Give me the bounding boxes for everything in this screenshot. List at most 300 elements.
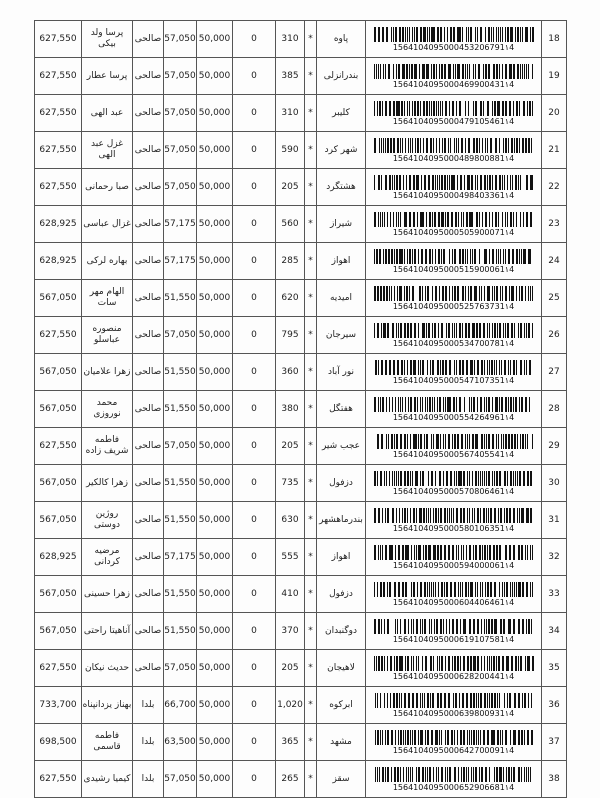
barcode-bar <box>387 508 389 523</box>
barcode-bar <box>506 582 508 597</box>
barcode-bar <box>374 27 376 42</box>
base-fee-cell: 50,000 <box>197 317 233 354</box>
barcode-bar <box>406 545 407 560</box>
barcode-bar <box>390 212 391 227</box>
barcode-bar <box>416 767 417 782</box>
barcode-bar <box>393 27 394 42</box>
barcode-bar <box>459 397 460 412</box>
recipient-name-cell: آناهیتا راحتی <box>82 613 133 650</box>
subtotal-cell: 57,175 <box>164 539 197 576</box>
barcode-bar <box>516 286 517 301</box>
barcode-cell <box>366 206 542 243</box>
barcode-bar <box>380 471 382 486</box>
extra-fee-cell: 0 <box>233 576 276 613</box>
barcode-bar <box>465 101 466 116</box>
barcode-bar <box>382 508 383 523</box>
barcode-bar <box>404 323 406 338</box>
barcode-bar <box>486 619 487 634</box>
sender-cell: صالحی <box>133 391 164 428</box>
barcode-bar <box>422 323 423 338</box>
barcode-bar <box>488 397 490 412</box>
weight-cell: 205 <box>276 650 305 687</box>
row-index-cell: 34 <box>542 613 567 650</box>
barcode-bar <box>438 323 439 338</box>
barcode-bar <box>461 138 463 153</box>
recipient-name-cell: حدیث نیکان <box>82 650 133 687</box>
destination-city-cell: کلیبر <box>317 95 366 132</box>
barcode-bar <box>487 545 488 560</box>
barcode-bar <box>495 619 496 634</box>
recipient-name-cell: زهرا علامیان <box>82 354 133 391</box>
barcode-bar <box>530 286 531 301</box>
barcode-bar <box>384 212 385 227</box>
barcode-bar <box>475 582 476 597</box>
barcode-bar <box>441 323 443 338</box>
mark-cell: * <box>305 280 317 317</box>
barcode-bar <box>491 730 492 745</box>
barcode-bar <box>442 212 444 227</box>
barcode-bar <box>421 212 422 227</box>
barcode-bar <box>382 101 383 116</box>
barcode-bar <box>397 101 398 116</box>
barcode-bar <box>395 27 396 42</box>
base-fee-cell: 50,000 <box>197 95 233 132</box>
barcode-bar <box>454 249 455 264</box>
barcode-bar <box>469 471 470 486</box>
extra-fee-cell: 0 <box>233 613 276 650</box>
barcode-bar <box>380 730 381 745</box>
barcode-bar <box>378 619 380 634</box>
mark-cell: * <box>305 21 317 58</box>
barcode-bar <box>523 101 525 116</box>
barcode-bar <box>486 397 487 412</box>
barcode-bar <box>456 323 457 338</box>
barcode-bar <box>496 471 498 486</box>
tracking-number: 1564104095000547107351١4 <box>392 375 515 385</box>
barcode-bar <box>456 508 457 523</box>
amount-cell: 627,550 <box>35 761 82 798</box>
barcode-bar <box>375 212 376 227</box>
barcode-bar <box>451 175 452 190</box>
barcode-bar <box>414 323 416 338</box>
barcode-bar <box>436 101 437 116</box>
barcode-bar <box>448 545 450 560</box>
barcode-bar <box>494 286 495 301</box>
barcode-bar <box>471 175 473 190</box>
barcode-bar <box>418 545 419 560</box>
barcode-bar <box>380 545 381 560</box>
barcode-bar <box>492 323 493 338</box>
barcode-bar <box>509 693 511 708</box>
table-row <box>35 650 567 687</box>
barcode-bar <box>445 360 447 375</box>
barcode-bar <box>403 767 404 782</box>
barcode-bar <box>398 397 399 412</box>
barcode-bar <box>394 249 395 264</box>
barcode-bar <box>429 582 430 597</box>
barcode-bar <box>448 693 450 708</box>
barcode-bar <box>457 27 458 42</box>
barcode-bar <box>414 360 416 375</box>
barcode-bar <box>469 397 470 412</box>
barcode-bar <box>377 434 379 449</box>
barcode-bar <box>470 582 471 597</box>
barcode-bar <box>449 101 450 116</box>
barcode-bar <box>415 434 416 449</box>
barcode-bar <box>450 582 452 597</box>
barcode-bar <box>473 693 475 708</box>
sender-cell: صالحی <box>133 169 164 206</box>
barcode-bar <box>509 434 510 449</box>
barcode-bar <box>503 619 505 634</box>
barcode-bar <box>427 730 428 745</box>
barcode-bar <box>403 582 404 597</box>
mark-cell: * <box>305 650 317 687</box>
mark-cell: * <box>305 502 317 539</box>
barcode-bar <box>424 619 425 634</box>
barcode-bar <box>467 508 468 523</box>
barcode-bar <box>412 730 413 745</box>
table-row <box>35 724 567 761</box>
barcode-bar <box>436 508 437 523</box>
barcode-bar <box>376 249 378 264</box>
barcode-bar <box>530 545 531 560</box>
barcode-bar <box>406 286 408 301</box>
amount-cell: 567,050 <box>35 354 82 391</box>
sender-cell: صالحی <box>133 576 164 613</box>
row-index-cell: 33 <box>542 576 567 613</box>
amount-cell: 628,925 <box>35 539 82 576</box>
barcode-bar <box>510 471 511 486</box>
mark-cell: * <box>305 613 317 650</box>
barcode-bar <box>456 471 457 486</box>
barcode-bar <box>466 582 467 597</box>
barcode-bar <box>470 360 471 375</box>
barcode-bar <box>521 286 523 301</box>
barcode-bar <box>390 656 392 671</box>
barcode-bar <box>524 64 525 79</box>
barcode-bar <box>488 27 490 42</box>
row-index-cell: 32 <box>542 539 567 576</box>
barcode-bar <box>528 64 529 79</box>
recipient-name-cell: مرضیه کردانی <box>82 539 133 576</box>
barcode-bar <box>397 767 399 782</box>
destination-city-cell: شهر کرد <box>317 132 366 169</box>
barcode-bar <box>416 27 418 42</box>
row-index-cell: 29 <box>542 428 567 465</box>
barcode-bar <box>496 545 498 560</box>
barcode-bar <box>427 27 428 42</box>
barcode-bar <box>493 730 495 745</box>
barcode-bar <box>393 693 395 708</box>
barcode-bar <box>391 286 392 301</box>
barcode-bar <box>425 249 427 264</box>
barcode-bar <box>412 286 414 301</box>
mark-cell: * <box>305 761 317 798</box>
row-index-cell: 19 <box>542 58 567 95</box>
barcode-bar <box>503 138 504 153</box>
barcode-bar <box>474 286 475 301</box>
barcode-bar <box>462 27 463 42</box>
barcode-bar <box>458 767 459 782</box>
barcode-bar <box>391 434 392 449</box>
barcode-bar <box>494 693 496 708</box>
barcode-bar <box>522 138 524 153</box>
barcode-bar <box>528 323 530 338</box>
barcode-bar <box>416 434 417 449</box>
sender-cell: صالحی <box>133 650 164 687</box>
barcode-bar <box>452 656 453 671</box>
barcode-bar <box>389 175 391 190</box>
barcode-bar <box>416 508 417 523</box>
subtotal-cell: 51,550 <box>164 391 197 428</box>
destination-city-cell: هفتگل <box>317 391 366 428</box>
barcode-bar <box>476 212 478 227</box>
amount-cell: 567,050 <box>35 391 82 428</box>
barcode-bar <box>456 101 457 116</box>
barcode-bar <box>437 27 439 42</box>
barcode-bar <box>502 64 503 79</box>
barcode-bar <box>396 693 398 708</box>
barcode-graphic <box>373 730 535 745</box>
barcode-bar <box>525 434 526 449</box>
barcode-bar <box>408 138 409 153</box>
barcode-bar <box>426 323 427 338</box>
table-row <box>35 206 567 243</box>
barcode-bar <box>399 249 400 264</box>
subtotal-cell: 57,050 <box>164 317 197 354</box>
barcode-bar <box>467 175 468 190</box>
barcode-bar <box>500 730 501 745</box>
barcode-bar <box>494 582 496 597</box>
barcode-bar <box>375 360 377 375</box>
barcode-bar <box>420 138 421 153</box>
barcode-bar <box>385 138 386 153</box>
barcode-bar <box>481 360 483 375</box>
row-index-cell: 36 <box>542 687 567 724</box>
barcode-bar <box>422 397 423 412</box>
row-index-cell: 37 <box>542 724 567 761</box>
destination-city-cell: نور آباد <box>317 354 366 391</box>
barcode-bar <box>489 360 490 375</box>
barcode-bar <box>458 545 459 560</box>
barcode-bar <box>439 138 440 153</box>
barcode-bar <box>472 471 473 486</box>
barcode-bar <box>448 138 449 153</box>
barcode-bar <box>435 508 436 523</box>
barcode-graphic <box>373 619 535 634</box>
barcode-bar <box>388 64 390 79</box>
barcode-bar <box>391 249 393 264</box>
amount-cell: 567,050 <box>35 280 82 317</box>
barcode-bar <box>450 27 452 42</box>
barcode-bar <box>471 360 473 375</box>
barcode-bar <box>381 360 383 375</box>
barcode-bar <box>397 249 398 264</box>
barcode-bar <box>379 101 380 116</box>
barcode-bar <box>487 286 488 301</box>
barcode-bar <box>511 471 512 486</box>
barcode-bar <box>492 286 493 301</box>
barcode-bar <box>527 471 529 486</box>
barcode-bar <box>410 730 411 745</box>
barcode-bar <box>415 138 416 153</box>
barcode-bar <box>439 656 440 671</box>
barcode-bar <box>504 508 505 523</box>
barcode-bar <box>431 471 433 486</box>
barcode-bar <box>506 397 507 412</box>
barcode-bar <box>512 582 513 597</box>
barcode-bar <box>445 730 446 745</box>
barcode-bar <box>470 27 472 42</box>
barcode-bar <box>431 27 432 42</box>
barcode-bar <box>410 434 411 449</box>
barcode-bar <box>410 471 411 486</box>
barcode-bar <box>436 138 437 153</box>
tracking-number: 1564104095000642700091١4 <box>392 745 515 755</box>
barcode-bar <box>384 323 385 338</box>
barcode-bar <box>520 175 521 190</box>
barcode-bar <box>454 582 456 597</box>
barcode-bar <box>499 471 501 486</box>
table-row <box>35 354 567 391</box>
barcode-bar <box>395 767 396 782</box>
barcode-bar <box>389 101 390 116</box>
weight-cell: 380 <box>276 391 305 428</box>
barcode-bar <box>514 323 515 338</box>
barcode-bar <box>480 27 482 42</box>
barcode-bar <box>524 767 525 782</box>
recipient-name-cell: غزل عبد الهی <box>82 132 133 169</box>
barcode-bar <box>414 730 416 745</box>
barcode-bar <box>447 27 448 42</box>
barcode-bar <box>384 693 385 708</box>
barcode-bar <box>394 286 395 301</box>
barcode-bar <box>456 619 458 634</box>
amount-cell: 698,500 <box>35 724 82 761</box>
recipient-name-cell: فاطمه قاسمی <box>82 724 133 761</box>
barcode-bar <box>387 656 388 671</box>
barcode-bar <box>428 471 429 486</box>
weight-cell: 795 <box>276 317 305 354</box>
recipient-name-cell: فاطمه شریف زاده <box>82 428 133 465</box>
barcode-bar <box>463 471 465 486</box>
barcode-bar <box>492 730 493 745</box>
barcode-bar <box>460 730 461 745</box>
barcode-bar <box>496 249 497 264</box>
barcode-bar <box>454 286 456 301</box>
tracking-number: 1564104095000479105461١4 <box>392 116 515 126</box>
barcode-bar <box>467 434 468 449</box>
barcode-bar <box>532 27 534 42</box>
barcode-bar <box>506 767 507 782</box>
barcode-bar <box>459 101 461 116</box>
barcode-bar <box>385 64 386 79</box>
barcode-bar <box>488 508 489 523</box>
barcode-bar <box>398 730 399 745</box>
barcode-bar <box>396 249 397 264</box>
barcode-bar <box>519 582 520 597</box>
barcode-bar <box>381 323 382 338</box>
barcode-bar <box>507 27 509 42</box>
barcode-bar <box>448 434 450 449</box>
barcode-graphic <box>373 471 535 486</box>
barcode-bar <box>497 730 499 745</box>
barcode-bar <box>475 27 476 42</box>
barcode-bar <box>489 545 491 560</box>
barcode-bar <box>522 693 523 708</box>
sender-cell: صالحی <box>133 428 164 465</box>
barcode-bar <box>520 656 522 671</box>
barcode-bar <box>409 64 410 79</box>
barcode-bar <box>395 397 396 412</box>
barcode-bar <box>402 27 404 42</box>
subtotal-cell: 51,550 <box>164 502 197 539</box>
barcode-bar <box>401 693 402 708</box>
barcode-bar <box>526 175 528 190</box>
barcode-bar <box>460 397 461 412</box>
weight-cell: 205 <box>276 428 305 465</box>
barcode-cell <box>366 280 542 317</box>
barcode-bar <box>530 27 531 42</box>
destination-city-cell: پاوه <box>317 21 366 58</box>
barcode-bar <box>471 582 473 597</box>
weight-cell: 360 <box>276 354 305 391</box>
barcode-bar <box>477 323 478 338</box>
barcode-bar <box>374 508 376 523</box>
barcode-bar <box>513 767 515 782</box>
barcode-bar <box>513 212 514 227</box>
barcode-graphic <box>373 138 535 153</box>
barcode-bar <box>413 619 414 634</box>
row-index-cell: 21 <box>542 132 567 169</box>
barcode-bar <box>526 64 527 79</box>
barcode-bar <box>469 619 471 634</box>
barcode-bar <box>468 323 470 338</box>
barcode-bar <box>522 582 524 597</box>
barcode-bar <box>522 27 523 42</box>
barcode-bar <box>455 249 456 264</box>
barcode-bar <box>518 545 520 560</box>
extra-fee-cell: 0 <box>233 687 276 724</box>
barcode-bar <box>519 397 520 412</box>
barcode-bar <box>477 508 479 523</box>
subtotal-cell: 57,050 <box>164 95 197 132</box>
barcode-bar <box>454 656 456 671</box>
barcode-bar <box>427 286 429 301</box>
barcode-bar <box>514 138 515 153</box>
barcode-bar <box>383 249 384 264</box>
barcode-bar <box>438 249 440 264</box>
barcode-bar <box>526 27 528 42</box>
subtotal-cell: 57,050 <box>164 21 197 58</box>
barcode-bar <box>494 619 495 634</box>
sender-cell: صالحی <box>133 317 164 354</box>
barcode-bar <box>385 101 387 116</box>
barcode-bar <box>446 619 447 634</box>
weight-cell: 285 <box>276 243 305 280</box>
barcode-bar <box>503 323 504 338</box>
barcode-graphic <box>373 767 535 782</box>
barcode-bar <box>480 693 482 708</box>
barcode-bar <box>409 175 411 190</box>
barcode-bar <box>466 545 467 560</box>
barcode-bar <box>379 138 380 153</box>
barcode-bar <box>494 508 495 523</box>
barcode-bar <box>467 693 468 708</box>
barcode-bar <box>439 397 441 412</box>
barcode-bar <box>424 693 425 708</box>
